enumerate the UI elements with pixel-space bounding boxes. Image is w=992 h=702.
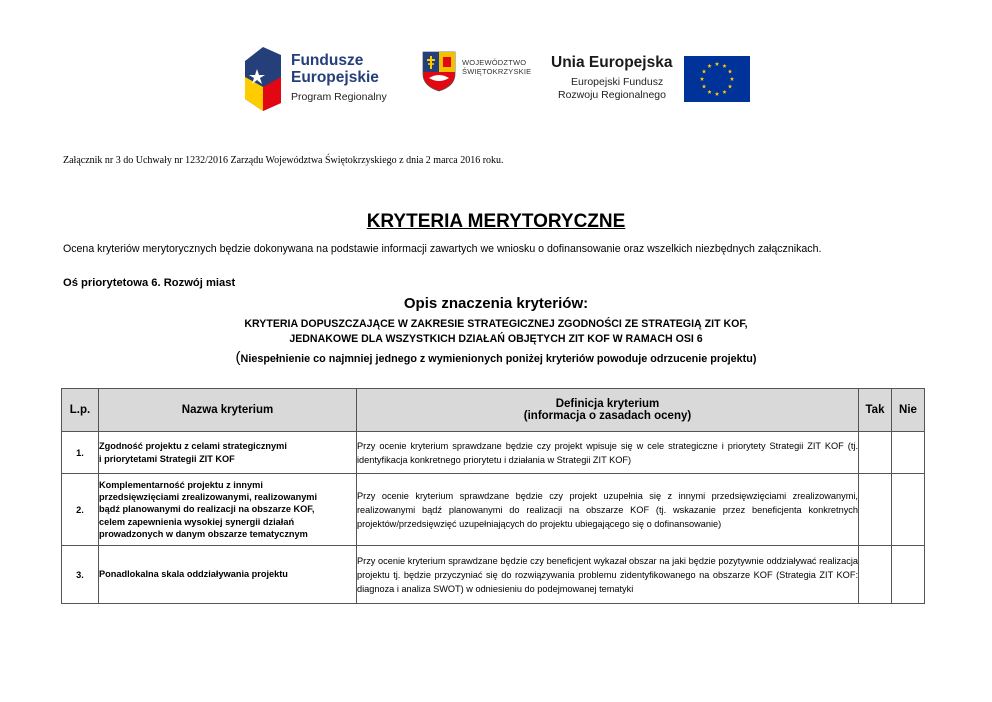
row-lp: 2. <box>62 474 99 546</box>
criterion-name-line: celem zapewnienia wysokiej synergii działań <box>99 516 295 527</box>
row-definition: Przy ocenie kryterium sprawdzane będzie czy projekt uzupełnia się z innymi przedsięwzięciami zrealizowanymi, realizowanymi bądź planowanymi do realizacji na obszarze KOF (tj. wskazanie przez beneficjenta konkretnych projektów/przedsięwzięć uzupełniających do projektu ubiegającego się o dofinansowanie) <box>357 474 859 546</box>
attachment-note: Załącznik nr 3 do Uchwały nr 1232/2016 Zarządu Województwa Świętokrzyskiego z dnia 2 marca 2016 roku. <box>63 155 504 166</box>
row-criterion-name <box>99 546 357 604</box>
criterion-name-line: Komplementarność projektu z innymi <box>99 479 263 490</box>
row-tak-cell[interactable] <box>859 432 892 474</box>
row-lp: 1. <box>62 432 99 474</box>
row-tak-cell[interactable] <box>859 474 892 546</box>
row-nie-cell[interactable] <box>892 474 925 546</box>
criterion-name-line: i priorytetami Strategii ZIT KOF <box>99 453 235 464</box>
logo-bar <box>0 44 992 116</box>
criteria-description-heading: Opis znaczenia kryteriów: <box>403 295 589 312</box>
wojewodztwo-wordmark <box>462 58 531 76</box>
criterion-name-line: Ponadlokalna skala oddziaływania projektu <box>99 569 288 580</box>
fundusze-europejskie-logo-icon <box>245 47 281 111</box>
header-definition-line-2: (informacja o zasadach oceny) <box>523 410 692 422</box>
ue-line-3: Rozwoju Regionalnego <box>558 89 666 101</box>
row-tak-cell[interactable] <box>859 546 892 604</box>
criteria-subheading-line-2: JEDNAKOWE DLA WSZYSTKICH DZIAŁAŃ OBJĘTYCH ZIT KOF W RAMACH OSI 6 <box>289 333 703 345</box>
table-row <box>62 474 925 546</box>
fundusze-line-2: Europejskie <box>291 69 379 86</box>
fundusze-line-3: Program Regionalny <box>291 91 387 103</box>
unia-europejska-wordmark <box>551 54 672 102</box>
criteria-subheading-line-1: KRYTERIA DOPUSZCZAJĄCE W ZAKRESIE STRATEGICZNEJ ZGODNOŚCI ZE STRATEGIĄ ZIT KOF, <box>244 318 748 330</box>
header-nie: Nie <box>892 389 925 432</box>
criterion-name-line: Zgodność projektu z celami strategicznymi <box>99 441 287 452</box>
priority-axis: Oś priorytetowa 6. Rozwój miast <box>63 277 236 289</box>
table-row <box>62 546 925 604</box>
fundusze-line-1: Fundusze <box>291 52 364 69</box>
header-definition-line-1: Definicja kryterium <box>555 398 660 410</box>
criterion-name-line: bądź planowanymi do realizacji na obszarze KOF, <box>99 504 315 515</box>
coat-of-arms-icon <box>421 50 457 92</box>
intro-text: Ocena kryteriów merytorycznych będzie dokonywana na podstawie informacji zawartych we wniosku o dofinansowanie oraz wszelkich niezbędnych załącznikach. <box>63 243 822 255</box>
page-title: KRYTERIA MERYTORYCZNE <box>366 211 626 232</box>
row-nie-cell[interactable] <box>892 546 925 604</box>
wojewodztwo-line-2: ŚWIĘTOKRZYSKIE <box>462 67 532 76</box>
ue-line-1: Unia Europejska <box>551 54 673 71</box>
table-header-row <box>62 389 925 432</box>
criterion-name-line: prowadzonych w danym obszarze tematycznym <box>99 528 308 539</box>
ue-line-2: Europejski Fundusz <box>571 76 664 88</box>
table-row <box>62 432 925 474</box>
row-nie-cell[interactable] <box>892 432 925 474</box>
row-lp: 3. <box>62 546 99 604</box>
header-tak: Tak <box>859 389 892 432</box>
criteria-table <box>61 388 925 604</box>
rejection-note <box>0 349 992 366</box>
fundusze-europejskie-wordmark <box>291 52 387 106</box>
eu-flag-icon <box>684 56 750 102</box>
rejection-note-paren: ( <box>235 349 241 366</box>
header-lp: L.p. <box>62 389 99 432</box>
wojewodztwo-line-1: WOJEWÓDZTWO <box>462 58 527 67</box>
rejection-note-text: Niespełnienie co najmniej jednego z wymienionych poniżej kryteriów powoduje odrzucenie projektu) <box>240 353 757 365</box>
row-definition: Przy ocenie kryterium sprawdzane będzie czy projekt wpisuje się w cele strategiczne i priorytety Strategii ZIT KOF (tj. identyfikacja konkretnego priorytetu i działania w Strategii ZIT KOF) <box>357 432 859 474</box>
row-criterion-name <box>99 474 357 546</box>
header-definition <box>357 389 859 432</box>
criterion-name-line: przedsięwzięciami zrealizowanymi, realizowanymi <box>99 492 318 503</box>
row-criterion-name <box>99 432 357 474</box>
header-name: Nazwa kryterium <box>99 389 357 432</box>
row-definition: Przy ocenie kryterium sprawdzane będzie czy beneficjent wykazał obszar na jaki będzie pozytywnie oddziaływać realizacja projektu tj. będzie przyczyniać się do rozwiązywania problemu zidentyfikowanego na obszarze KOF (Strategia ZIT KOF: diagnoza i analiza SWOT) w odniesieniu do podejmowanej tematyki <box>357 546 859 604</box>
